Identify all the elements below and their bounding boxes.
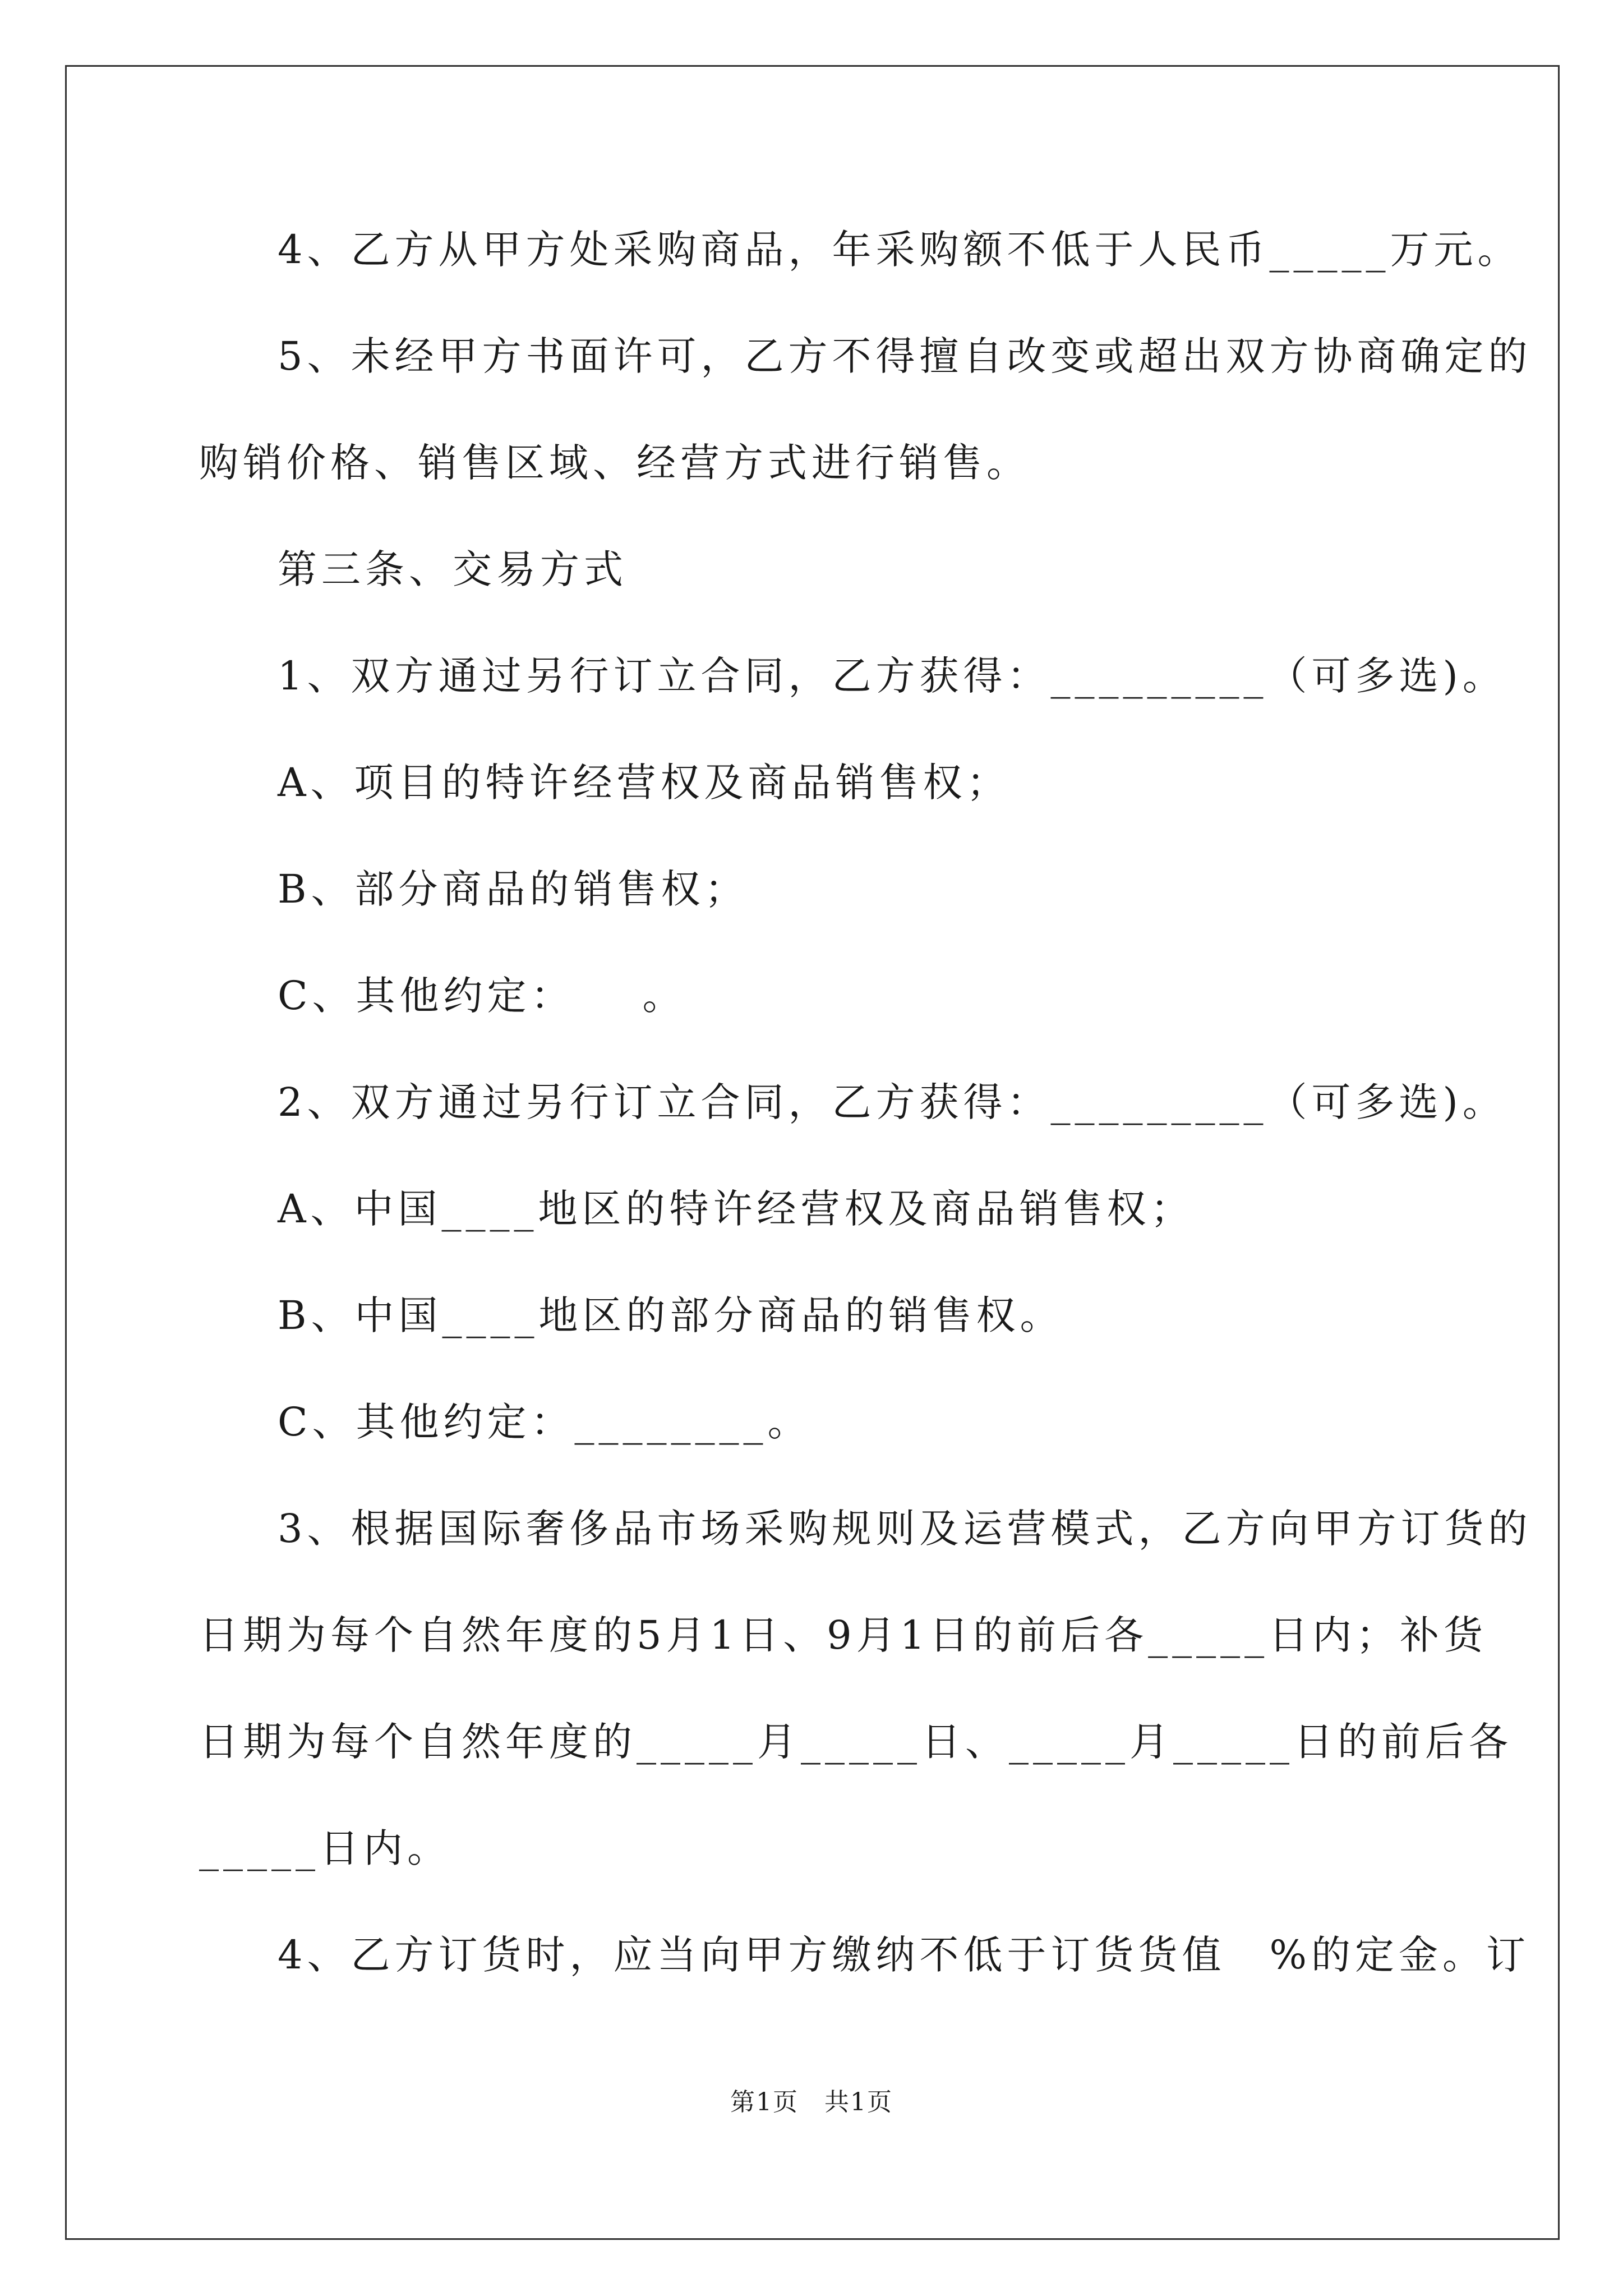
- text-line-3: 购销价格、销售区域、经营方式进行销售。: [199, 440, 1030, 486]
- page-number-footer: 第1页 共1页: [730, 2088, 893, 2116]
- text-line-10: A、中国____地区的特许经营权及商品销售权；: [278, 1186, 1195, 1232]
- page-border: [65, 65, 1560, 2240]
- text-line-7: B、部分商品的销售权；: [278, 866, 749, 912]
- text-line-5: 1、双方通过另行订立合同，乙方获得：_________（可多选)。: [278, 653, 1506, 699]
- text-line-9: 2、双方通过另行订立合同，乙方获得：_________（可多选)。: [278, 1079, 1506, 1125]
- text-line-14: 日期为每个自然年度的5月1日、9月1日的前后各_____日内；补货: [199, 1612, 1488, 1658]
- text-line-6: A、项目的特许经营权及商品销售权；: [278, 760, 1011, 806]
- text-line-1: 4、乙方从甲方处采购商品，年采购额不低于人民币_____万元。: [278, 227, 1521, 273]
- section-heading: 第三条、交易方式: [278, 546, 628, 592]
- text-line-13: 3、根据国际奢侈品市场采购规则及运营模式，乙方向甲方订货的: [278, 1506, 1532, 1552]
- text-line-12: C、其他约定：________。: [278, 1399, 811, 1445]
- text-line-17: 4、乙方订货时，应当向甲方缴纳不低于订货货值 %的定金。订: [278, 1932, 1530, 1978]
- text-line-11: B、中国____地区的部分商品的销售权。: [278, 1292, 1064, 1338]
- text-line-2: 5、未经甲方书面许可，乙方不得擅自改变或超出双方协商确定的: [278, 333, 1532, 379]
- text-line-15: 日期为每个自然年度的_____月_____日、_____月_____日的前后各: [199, 1719, 1513, 1765]
- text-line-16: _____日内。: [199, 1825, 451, 1871]
- text-line-8: C、其他约定： 。: [278, 973, 686, 1019]
